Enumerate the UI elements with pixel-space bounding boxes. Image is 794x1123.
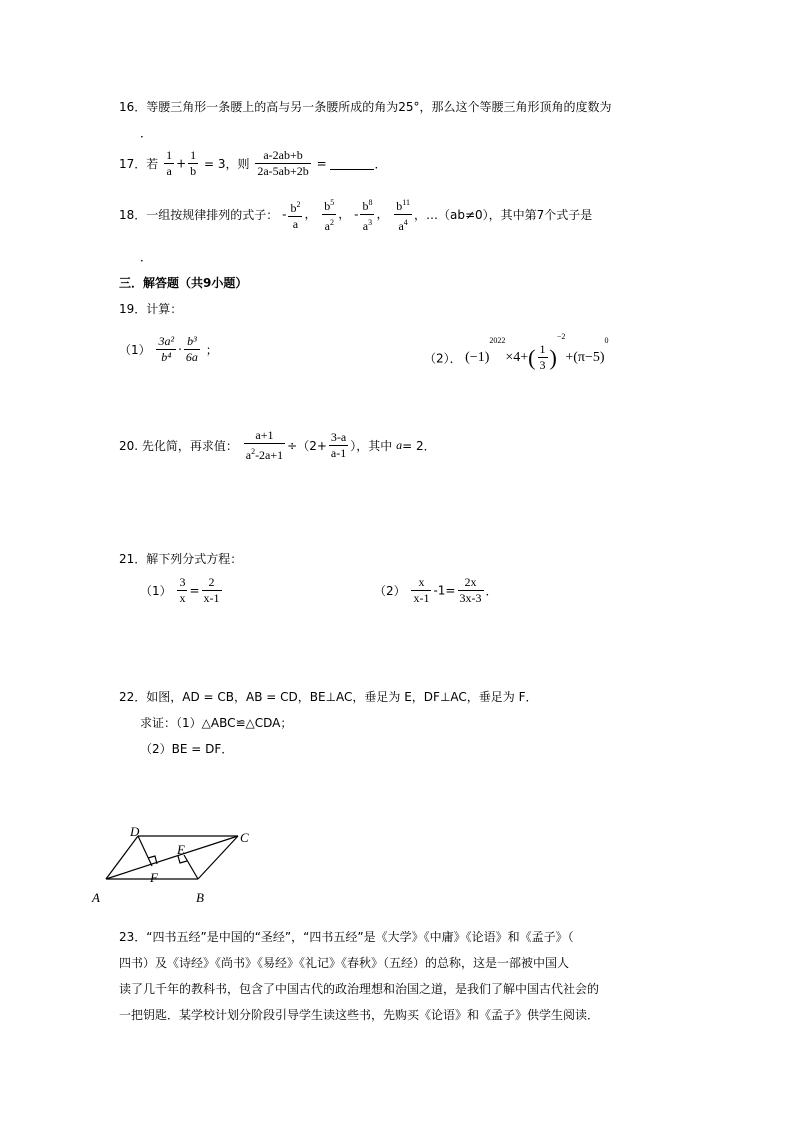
q18-line: 18．一组按规律排列的式子： - $\frac{b^2}{a}$ ， $\frac{b^5}{a^2}$ ， - $\frac{b^8}{a^3}$ ， $\frac{b^{11}}{a^4}$ ，…（ab≠0），其中第7个式子是 [119, 195, 592, 234]
q20-label: 20. 先化简，再求值： [119, 439, 238, 453]
q23-line-4: 一把钥匙．某学校计划分阶段引导学生读这些书，先购买《论语》和《孟子》供学生阅读． [119, 1008, 600, 1022]
label-a: A [92, 890, 100, 905]
q21-part1: （1） $\frac{3}{x}$ = $\frac{2}{x-1}$ [140, 575, 220, 605]
q17-answer-blank [330, 157, 374, 170]
label-b: B [196, 890, 204, 905]
q18-term-1: $\frac{b^2}{a}$ [290, 200, 301, 231]
q20-frac-1: $\frac{a+1}{a^2-2a+1}$ [245, 428, 284, 462]
label-e: E [177, 842, 185, 857]
q20-frac-2: $\frac{3-a}{a-1}$ [330, 430, 347, 460]
q17-label: 17．若 [119, 157, 159, 171]
q16-text: 16． [119, 100, 147, 114]
label-f: F [150, 870, 158, 885]
q18-label: 18．一组按规律排列的式子： [119, 208, 279, 222]
label-c: C [240, 830, 249, 845]
q19-part2: （2）． $(-1)^{2022}\times 4+$( $\frac{1}{3}$ )$^{-2}+(\pi-5)^0$ [424, 332, 609, 373]
q22-prove-1: 求证：（1）△ABC≌△CDA； [140, 716, 293, 730]
q22-line [119, 688, 538, 705]
q17-line: 17．若 $\frac{1}{a}$ + $\frac{1}{b}$ = 3，则 $\frac{a-2ab+b}{2a-5ab+2b}$ = ． [119, 148, 387, 178]
side-ad [106, 836, 138, 879]
perp-be [184, 855, 198, 879]
q21-p1-frac-2: $\frac{2}{x-1}$ [203, 575, 220, 605]
q22-figure [88, 822, 258, 912]
q20-line: 20. 先化简，再求值： $\frac{a+1}{a^2-2a+1}$ ÷（2+ $\frac{3-a}{a-1}$ ），其中 a= 2． [119, 428, 436, 462]
q19-p1-frac-1: $\frac{\text{3a²}}{\text{b⁴}}$ [158, 334, 175, 364]
q22-conditions: AD = CB，AB = CD，BE⊥AC，垂足为 E，DF⊥AC，垂足为 F． [182, 690, 538, 704]
q18-term-4: $\frac{b^{11}}{a^4}$ [396, 198, 410, 233]
q21-p2-frac-1: $\frac{x}{x-1}$ [413, 575, 430, 605]
q17-frac-1a: $\frac{1}{a}$ [166, 148, 173, 178]
q19-p2-frac: $\frac{1}{3}$ [539, 342, 546, 373]
q21-p2-frac-2: $\frac{2x}{3x-3}$ [459, 575, 482, 605]
q16-line [119, 98, 612, 115]
q18-tail: ． [140, 250, 153, 264]
q21-part2: （2） $\frac{x}{x-1}$ -1= $\frac{2x}{3x-3}$ ． [374, 575, 498, 605]
q22-label: 22．如图， [119, 690, 183, 704]
q19-title: 19．计算： [119, 302, 183, 316]
section-3-title: 三．解答题（共9小题） [119, 276, 248, 290]
q16-body: 等腰三角形一条腰上的高与另一条腰所成的角为25°，那么这个等腰三角形顶角的度数为 [146, 100, 612, 114]
q18-term-2: $\frac{b^5}{a^2}$ [324, 198, 335, 233]
q21-p1-frac-1: $\frac{3}{x}$ [179, 575, 186, 605]
q23-line-1: 23．“四书五经”是中国的“圣经”，“四书五经”是《大学》《中庸》《论语》和《孟子》（ [119, 930, 574, 944]
q22-prove-2: （2）BE = DF． [140, 742, 234, 756]
q23-line-3: 读了几千年的教科书，包含了中国古代的政治理想和治国之道，是我们了解中国古代社会的 [119, 982, 600, 996]
label-d: D [130, 824, 140, 839]
q19-part1: （1） $\frac{\text{3a²}}{\text{b⁴}}$ · $\frac{\text{b³}}{6a}$ ； [119, 334, 218, 364]
q17-frac-1b: $\frac{1}{b}$ [190, 148, 197, 178]
q18-term-3: $\frac{b^8}{a^3}$ [362, 198, 373, 233]
q23-line-2: 四书）及《诗经》《尚书》《易经》《礼记》《春秋》（五经）的总称，这是一部被中国人 [119, 956, 570, 970]
q16-tail: ． [140, 126, 153, 140]
perp-df [138, 836, 152, 866]
q19-p1-frac-2: $\frac{\text{b³}}{6a}$ [185, 334, 198, 364]
q17-frac-expr: $\frac{a-2ab+b}{2a-5ab+2b}$ [257, 148, 309, 178]
q21-title: 21．解下列分式方程： [119, 552, 243, 566]
